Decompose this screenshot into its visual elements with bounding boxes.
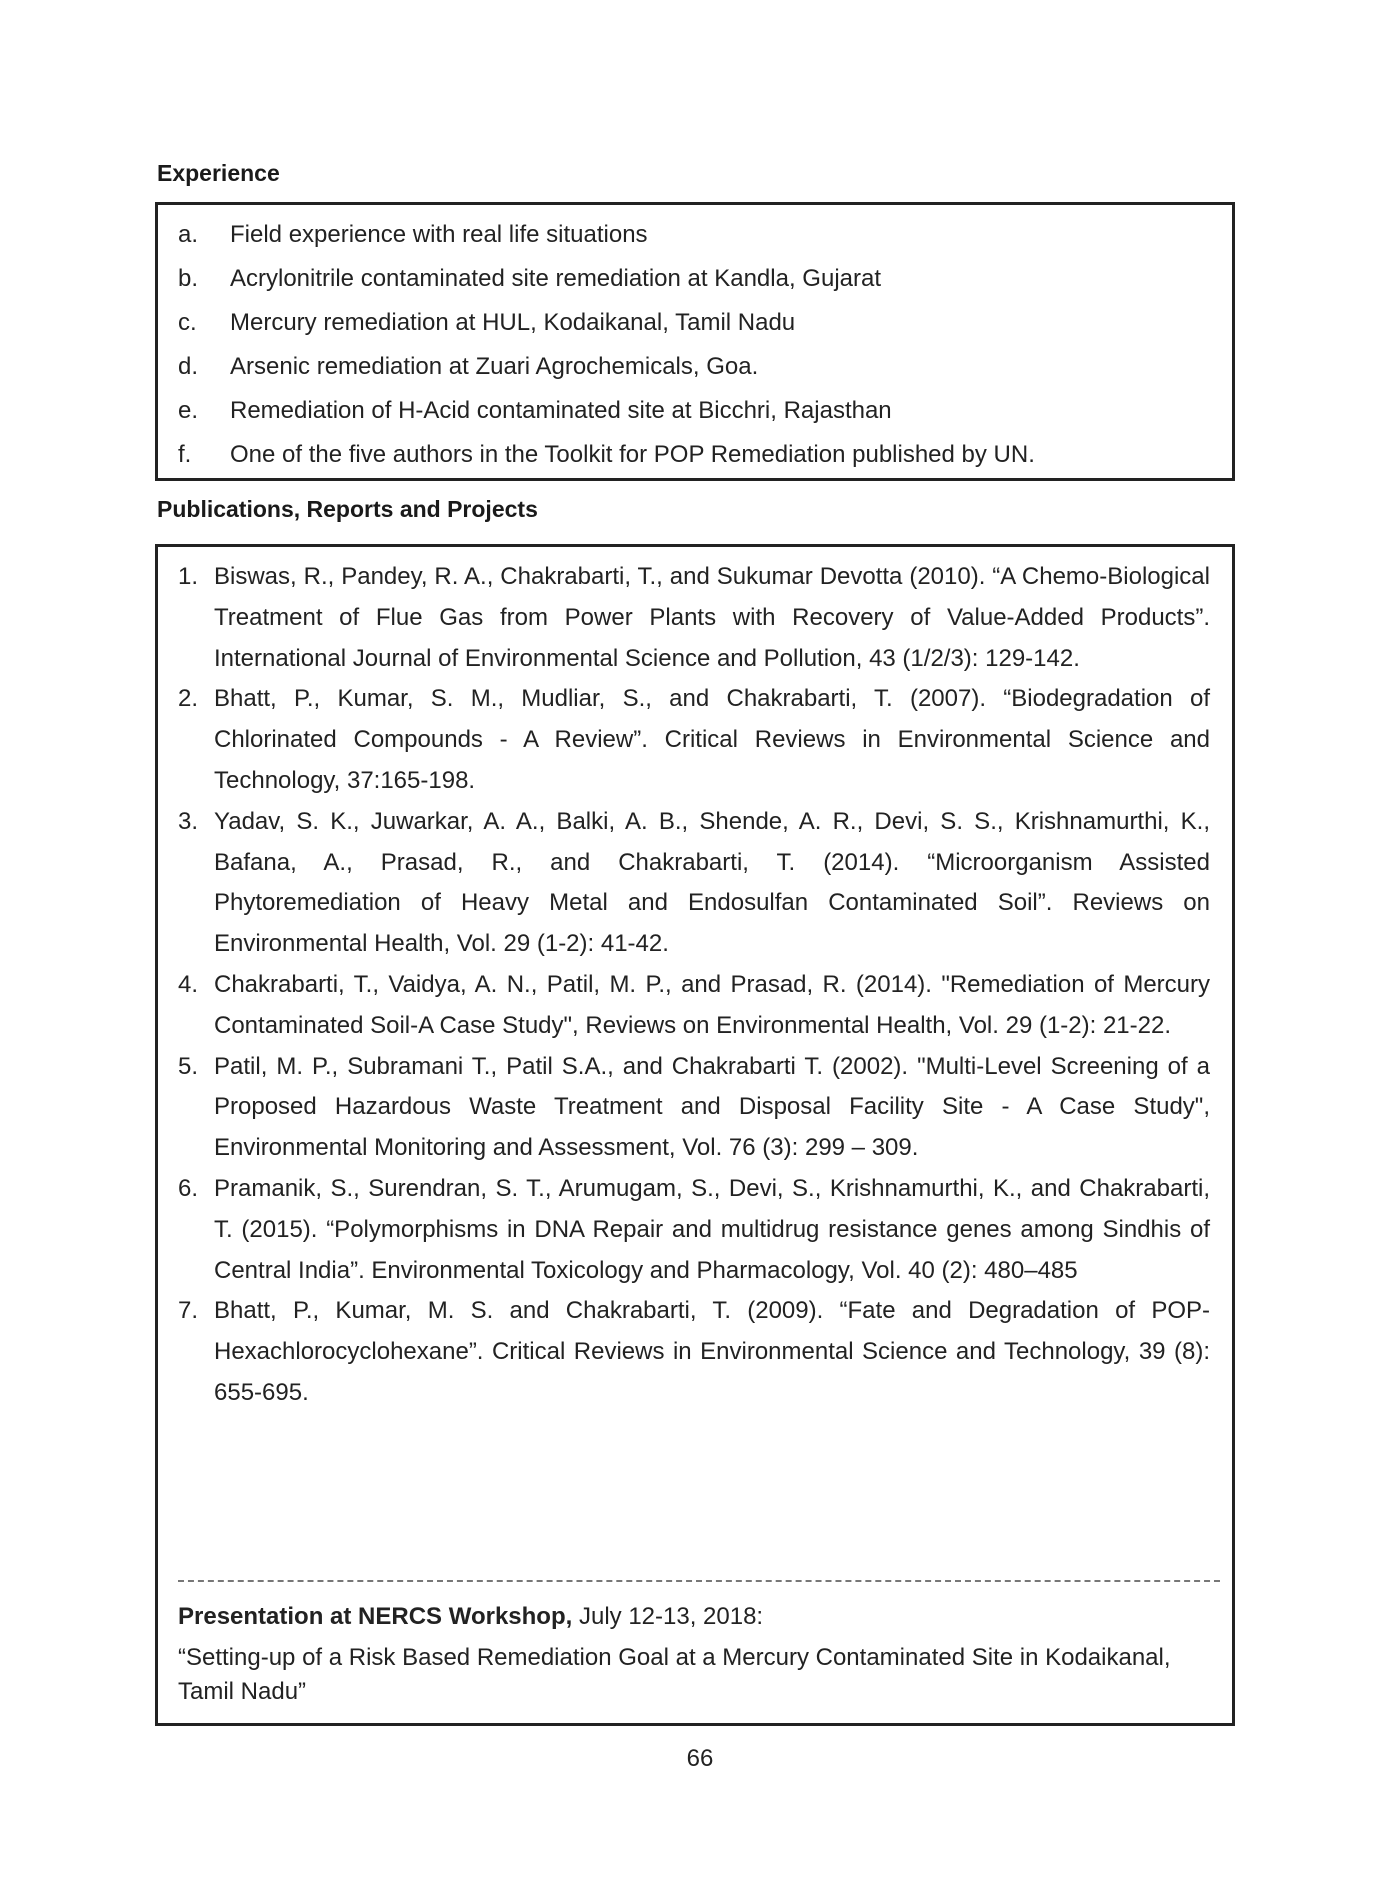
list-marker: 3. xyxy=(178,807,199,835)
list-item xyxy=(178,1047,1212,1169)
list-item xyxy=(178,557,1212,679)
list-marker: 2. xyxy=(178,685,199,713)
presentation-date: July 12-13, 2018: xyxy=(572,1603,764,1630)
list-item-text: Mercury remediation at HUL, Kodaikanal, Tamil Nadu xyxy=(230,309,796,336)
list-marker: 4. xyxy=(178,970,199,998)
experience-heading: Experience xyxy=(157,160,280,186)
presentation-header xyxy=(178,1597,1216,1637)
list-item xyxy=(178,257,1212,301)
publication-citation: Bhatt, P., Kumar, S. M., Mudliar, S., and Chakrabarti, T. (2007). “Biodegradation of Chlorinated Compounds - A Review”. Critical Reviews in Environmental Science and Technology, 37:165-198. xyxy=(214,685,1210,794)
list-item xyxy=(178,213,1212,257)
list-marker: d. xyxy=(178,353,199,380)
list-item xyxy=(178,1291,1212,1413)
list-item xyxy=(178,1169,1212,1291)
list-marker: f. xyxy=(178,441,192,468)
list-marker: 6. xyxy=(178,1174,199,1202)
publications-heading: Publications, Reports and Projects xyxy=(157,496,538,522)
experience-box xyxy=(155,202,1235,481)
publication-citation: Biswas, R., Pandey, R. A., Chakrabarti, T., and Sukumar Devotta (2010). “A Chemo-Biological Treatment of Flue Gas from Power Plants with Recovery of Value-Added Products”. International Journal of Environmental Science and Pollution, 43 (1/2/3): 129-142. xyxy=(214,563,1210,672)
list-item xyxy=(178,301,1212,345)
list-item-text: Remediation of H-Acid contaminated site at Bicchri, Rajasthan xyxy=(230,397,892,424)
list-item-text: Arsenic remediation at Zuari Agrochemicals, Goa. xyxy=(230,353,759,380)
publication-citation: Bhatt, P., Kumar, M. S. and Chakrabarti, T. (2009). “Fate and Degradation of POP-Hexachlorocyclohexane”. Critical Reviews in Environmental Science and Technology, 39 (8): 655-695. xyxy=(214,1297,1210,1406)
presentation-label: Presentation at NERCS Workshop, xyxy=(178,1603,573,1630)
list-marker: a. xyxy=(178,221,199,248)
publication-citation: Patil, M. P., Subramani T., Patil S.A., and Chakrabarti T. (2002). "Multi-Level Screening of a Proposed Hazardous Waste Treatment and Disposal Facility Site - A Case Study", Environmental Monitoring and Assessment, Vol. 76 (3): 299 – 309. xyxy=(214,1052,1210,1162)
list-marker: b. xyxy=(178,265,199,292)
presentation-block xyxy=(178,1597,1216,1709)
dashed-divider xyxy=(178,1580,1220,1582)
list-item xyxy=(178,679,1212,801)
list-item xyxy=(178,965,1212,1047)
list-item xyxy=(178,389,1212,433)
list-item-text: Acrylonitrile contaminated site remediation at Kandla, Gujarat xyxy=(230,265,881,292)
list-item-text: One of the five authors in the Toolkit for POP Remediation published by UN. xyxy=(230,441,1035,468)
publication-citation: Pramanik, S., Surendran, S. T., Arumugam, S., Devi, S., Krishnamurthi, K., and Chakrabarti, T. (2015). “Polymorphisms in DNA Repair and multidrug resistance genes among Sindhis of Central India”. Environmental Toxicology and Pharmacology, Vol. 40 (2): 480–485 xyxy=(214,1174,1210,1284)
list-item xyxy=(178,433,1212,477)
presentation-title: “Setting-up of a Risk Based Remediation Goal at a Mercury Contaminated Site in Kodaikanal, Tamil Nadu” xyxy=(178,1644,1171,1705)
list-marker: 7. xyxy=(178,1297,199,1325)
page-number: 66 xyxy=(686,1745,714,1772)
list-item xyxy=(178,345,1212,389)
list-item xyxy=(178,802,1212,965)
publication-citation: Chakrabarti, T., Vaidya, A. N., Patil, M. P., and Prasad, R. (2014). "Remediation of Mercury Contaminated Soil-A Case Study", Reviews on Environmental Health, Vol. 29 (1-2): 21-22. xyxy=(214,970,1210,1039)
list-item-text: Field experience with real life situations xyxy=(230,221,648,248)
list-marker: e. xyxy=(178,397,199,424)
publications-box xyxy=(155,544,1235,1726)
list-marker: 1. xyxy=(178,563,199,590)
publication-citation: Yadav, S. K., Juwarkar, A. A., Balki, A. B., Shende, A. R., Devi, S. S., Krishnamurthi, K., Bafana, A., Prasad, R., and Chakrabarti, T. (2014). “Microorganism Assisted Phytoremediation of Heavy Metal and Endosulfan Contaminated Soil”. Reviews on Environmental Health, Vol. 29 (1-2): 41-42. xyxy=(214,807,1210,958)
list-marker: 5. xyxy=(178,1052,199,1080)
experience-list xyxy=(178,213,1212,477)
list-marker: c. xyxy=(178,309,197,336)
publications-list xyxy=(178,557,1212,1414)
